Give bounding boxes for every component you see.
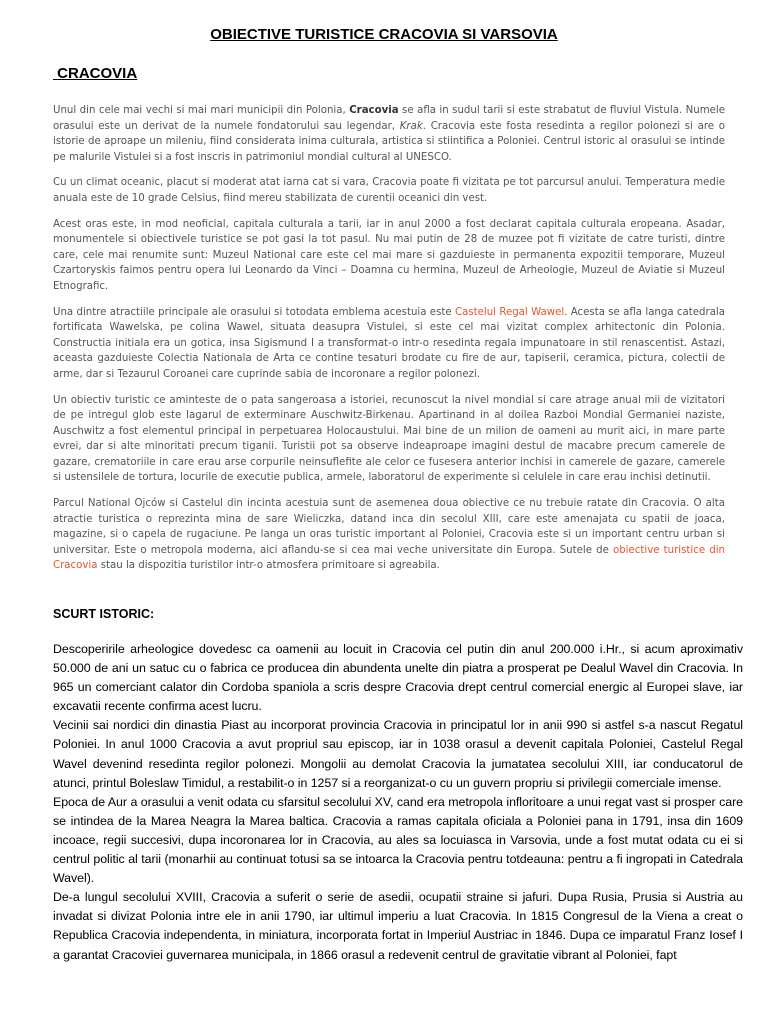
- intro-paragraph: Una dintre atractiile principale ale orasului si totodata emblema acestuia este Castelul Regal Wawel. Acesta se afla langa catedrala fortificata Wawelska, pe colina Wawel, situata deasupra Vistulei, si este cel mai vizitat complex arhitectonic din Polonia. Constructia initiala era un gotica, insa Sigismund I a transformat-o intr-o resedinta regala impunatoare in stil renascentist. Astazi, aceasta gazduieste Colectia Nationala de Arta ce contine tesaturi brodate cu fire de aur, tapiserii, ceramica, pictura, colectii de arme, dar si Tezaurul Coroanei care cuprinde sabia de incoronare a regilor polonezi.: [53, 306, 725, 380]
- intro-paragraph: Un obiectiv turistic ce aminteste de o pata sangeroasa a istoriei, recunoscut la nivel mondial si care atrage anual mii de vizitatori de pe intregul glob este lagarul de exterminare Auschwitz-Birkenau. Apartinand in al doilea Razboi Mondial Germaniei naziste, Auschwitz a fost elementul principal in perpetuarea Holocaustului. Mai bine de un milion de oameni au murit aici, in mare parte evrei, dar si alte minoritati precum tiganii. Turistii pot sa observe indeaproape imagini destul de macabre precum camerele de gazare, crematoriile in care erau arse corpurile neinsuflefite ale celor ce fusesera anterior inchisi in camerele de gazare, camerele si ustensilele de tortura, locurile de executie publica, armele, laboratorul de experimente si celulele in care erau inchisi detinutii.: [53, 394, 725, 484]
- page-title: OBIECTIVE TURISTICE CRACOVIA SI VARSOVIA: [210, 26, 558, 43]
- history-heading: SCURT ISTORIC:: [53, 607, 155, 621]
- history-paragraph: Epoca de Aur a orasului a venit odata cu sfarsitul secolului XV, cand era metropola infloritoare a unui regat vast si prosper care se intindea de la Marea Neagra la Marea baltica. Cracovia a ramas capitala oficiala a Poloniei pana in 1791, insa din 1609 incoace, regii succesivi, dupa incoronarea lor in Cracovia, au ales sa locuiasca in Varsovia, unde a fost mutat odata cu ei si centrul politic al tarii (monarhii au continuat totusi sa se intoarca la Cracovia pentru totdeauna: pentru a fi ingropati in Catedrala Wavel).: [53, 794, 743, 886]
- intro-paragraph: Acest oras este, in mod neoficial, capitala culturala a tarii, iar in anul 2000 a fost declarat capitala culturala eropeana. Asadar, monumentele si obiectivele turistice se pot gasi la tot pasul. Nu mai putin de 28 de muzee pot fi vizitate de catre turisti, dintre care, cele mai renumite sunt: Muzeul National care este cel mai mare si gazduieste in permanenta expozitii temporare, Muzeul Czartoryskis faimos pentru opera lui Leonardo da Vinci – Doamna cu hermina, Muzeul de Arheologie, Muzeul de Aviatie si Muzeul Etnografic.: [53, 218, 725, 292]
- section-heading-cracovia: CRACOVIA: [57, 65, 138, 82]
- intro-paragraph: Cu un climat oceanic, placut si moderat atat iarna cat si vara, Cracovia poate fi vizitata pe tot parcursul anului. Temperatura medie anuala este de 10 grade Celsius, fiind mereu stabilizata de curentii oceanici din vest.: [53, 177, 725, 204]
- obiective-turistice-link[interactable]: obiective turistice din Cracovia: [53, 544, 725, 572]
- history-paragraph: De-a lungul secolului XVIII, Cracovia a suferit o serie de asedii, ocupatii straine si jafuri. Dupa Rusia, Prusia si Austria au invadat si divizat Polonia intre ele in anii 1790, iar ultimul imperiu a luat Cracovia. In 1815 Congresul de la Viena a creat o Republica Cracovia independenta, in miniatura, incorporata fortat in Imperiul Austriac in 1846. Dupa ce imparatul Franz Iosef I a garantat Cracoviei guvernarea municipala, in 1866 orasul a redevenit centrul de gravitatie vibrant al Poloniei, fapt: [53, 890, 743, 962]
- history-text: [53, 640, 743, 965]
- intro-text: [53, 103, 725, 584]
- castelul-regal-wawel-link[interactable]: Castelul Regal Wawel: [454, 306, 565, 318]
- intro-paragraph: Unul din cele mai vechi si mai mari municipii din Polonia, Cracovia se afla in sudul tarii si este strabatut de fluviul Vistula. Numele orasului este un derivat de la numele fondatorului sau legendar, Krak. Cracovia este fosta resedinta a regilor polonezi si are o istorie de aproape un mileniu, fiind considerata inima culturala, artistica si stiintifica a Poloniei. Centrul istoric al orasului se intinde pe malurile Vistulei si a fost inscris in patrimoniul mondial cultural al UNESCO.: [53, 105, 725, 163]
- history-paragraph: Vecinii sai nordici din dinastia Piast au incorporat provincia Cracovia in principatul lor in anii 990 si astfel s-a nascut Regatul Poloniei. In anul 1000 Cracovia a avut propriul sau episcop, iar in 1038 orasul a devenit capitala Poloniei, Castelul Regal Wavel devenind resedinta regilor polonezi. Mongolii au demolat Cracovia la jumatatea secolului XIII, iar conducatorul de atunci, printul Boleslaw Timidul, a restabilit-o in 1257 si a reorganizat-o cu un guvern propriu si privilegii comerciale imense.: [53, 718, 743, 790]
- history-paragraph: Descoperirile arheologice dovedesc ca oamenii au locuit in Cracovia cel putin din anul 200.000 i.Hr., si acum aproximativ 50.000 de ani un satuc cu o fabrica ce producea din abundenta unelte din piatra a prosperat pe Dealul Wavel din Cracovia. In 965 un comerciant calator din Cordoba spaniola a scris despre Cracovia drept centrul comercial energic al Europei slave, iar excavatii recente confirma acest lucru.: [53, 642, 743, 714]
- intro-paragraph: Parcul National Ojców si Castelul din incinta acestuia sunt de asemenea doua obiective ce nu trebuie ratate din Cracovia. O alta atractie turistica o reprezinta mina de sare Wieliczka, datand inca din secolul XIII, care este amenajata cu spatii de joaca, magazine, si o capela de rugaciune. Pe langa un oras turistic important al Poloniei, Cracovia este si un important centru urban si universitar. Este o metropola moderna, aici aflandu-se si cea mai veche universitate din Europa. Sutele de obiective turistice din Cracovia stau la dispozitia turistilor intr-o atmosfera primitoare si agreabila.: [53, 498, 725, 572]
